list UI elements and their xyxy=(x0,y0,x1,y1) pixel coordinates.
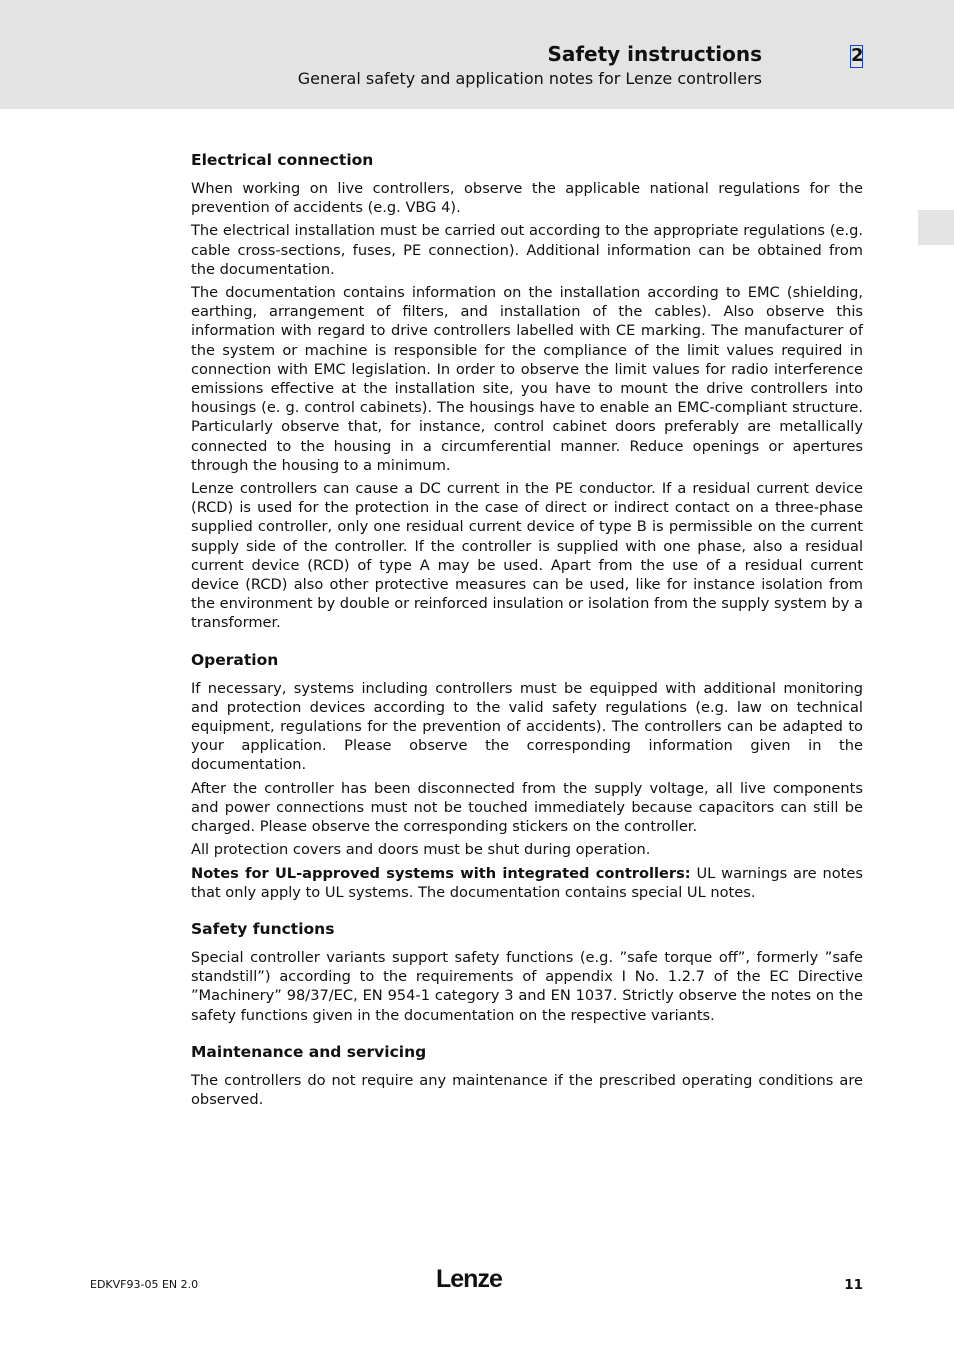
ul-note-lead: Notes for UL-approved systems with integrated controllers: xyxy=(191,864,691,882)
section-heading: Maintenance and servicing xyxy=(191,1042,427,1061)
page-content xyxy=(191,150,863,1126)
paragraph: The controllers do not require any maintenance if the prescribed operating conditions are observed. xyxy=(191,1071,863,1108)
paragraph: If necessary, systems including controllers must be equipped with additional monitoring and protection devices according to the valid safety regulations (e.g. law on technical equipment, regulations for the prevention of accidents). The controllers can be adapted to your application. Please observe the corresponding information given in the documentation. xyxy=(191,679,863,774)
chapter-side-tab xyxy=(918,210,954,245)
section-maintenance xyxy=(191,1042,863,1109)
paragraph: The electrical installation must be carried out according to the appropriate regulations (e.g. cable cross-sections, fuses, PE connection). Additional information can be obtained from the documentation. xyxy=(191,222,863,278)
header-title: Safety instructions xyxy=(547,42,762,66)
header-subtitle: General safety and application notes for Lenze controllers xyxy=(297,69,762,88)
lenze-logo: Lenze xyxy=(436,1265,502,1293)
paragraph: Special controller variants support safety functions (e.g. ”safe torque off”, formerly ”safe standstill”) according to the requirements of appendix I No. 1.2.7 of the EC Directive ”Machinery” 98/37/EC, EN 954-1 category 3 and EN 1037. Strictly observe the notes on the safety functions given in the documentation on the respective variants. xyxy=(191,948,863,1024)
paragraph: All protection covers and doors must be shut during operation. xyxy=(191,841,651,859)
section-heading: Electrical connection xyxy=(191,151,374,169)
page-number: 11 xyxy=(844,1277,863,1293)
ul-note-text: UL warnings are notes that only apply to UL systems. The documentation contains special UL notes. xyxy=(191,864,863,901)
footer-document-code: EDKVF93-05 EN 2.0 xyxy=(90,1278,199,1291)
paragraph: The documentation contains information on the installation according to EMC (shielding, earthing, arrangement of filters, and installation of the cables). Also observe this information with regard to drive controllers labelled with CE marking. The manufacturer of the system or machine is responsible for the compliance of the limit values required in connection with EMC legislation. In order to observe the limit values for radio interference emissions effective at the installation site, you have to mount the drive controllers into housings (e. g. control cabinets). The housings have to enable an EMC-compliant structure. Particularly observe that, for instance, control cabinet doors preferably are metallically connected to the housing in a circumferential manner. Reduce openings or apertures through the housing to a minimum. xyxy=(191,284,863,474)
ul-note-paragraph xyxy=(191,864,863,902)
section-heading: Operation xyxy=(191,650,279,669)
section-heading: Safety functions xyxy=(191,919,335,938)
section-safety-functions xyxy=(191,919,863,1025)
section-operation xyxy=(191,650,863,902)
page-header xyxy=(0,0,954,109)
chapter-number-badge[interactable]: 2 xyxy=(851,45,864,66)
section-electrical-connection xyxy=(191,150,863,633)
paragraph: Lenze controllers can cause a DC current in the PE conductor. If a residual current device (RCD) is used for the protection in the case of direct or indirect contact on a three-phase supplied controller, only one residual current device of type B is permissible on the current supply side of the controller. If the controller is supplied with one phase, also a residual current device (RCD) of type A may be used. Apart from the use of a residual current device (RCD) also other protective measures can be used, like for instance isolation from the environment by double or reinforced insulation or isolation from the supply system by a transformer. xyxy=(191,480,863,632)
paragraph: After the controller has been disconnected from the supply voltage, all live components and power connections must not be touched immediately because capacitors can still be charged. Please observe the corresponding stickers on the controller. xyxy=(191,779,863,836)
paragraph: When working on live controllers, observe the applicable national regulations for the prevention of accidents (e.g. VBG 4). xyxy=(191,180,863,217)
